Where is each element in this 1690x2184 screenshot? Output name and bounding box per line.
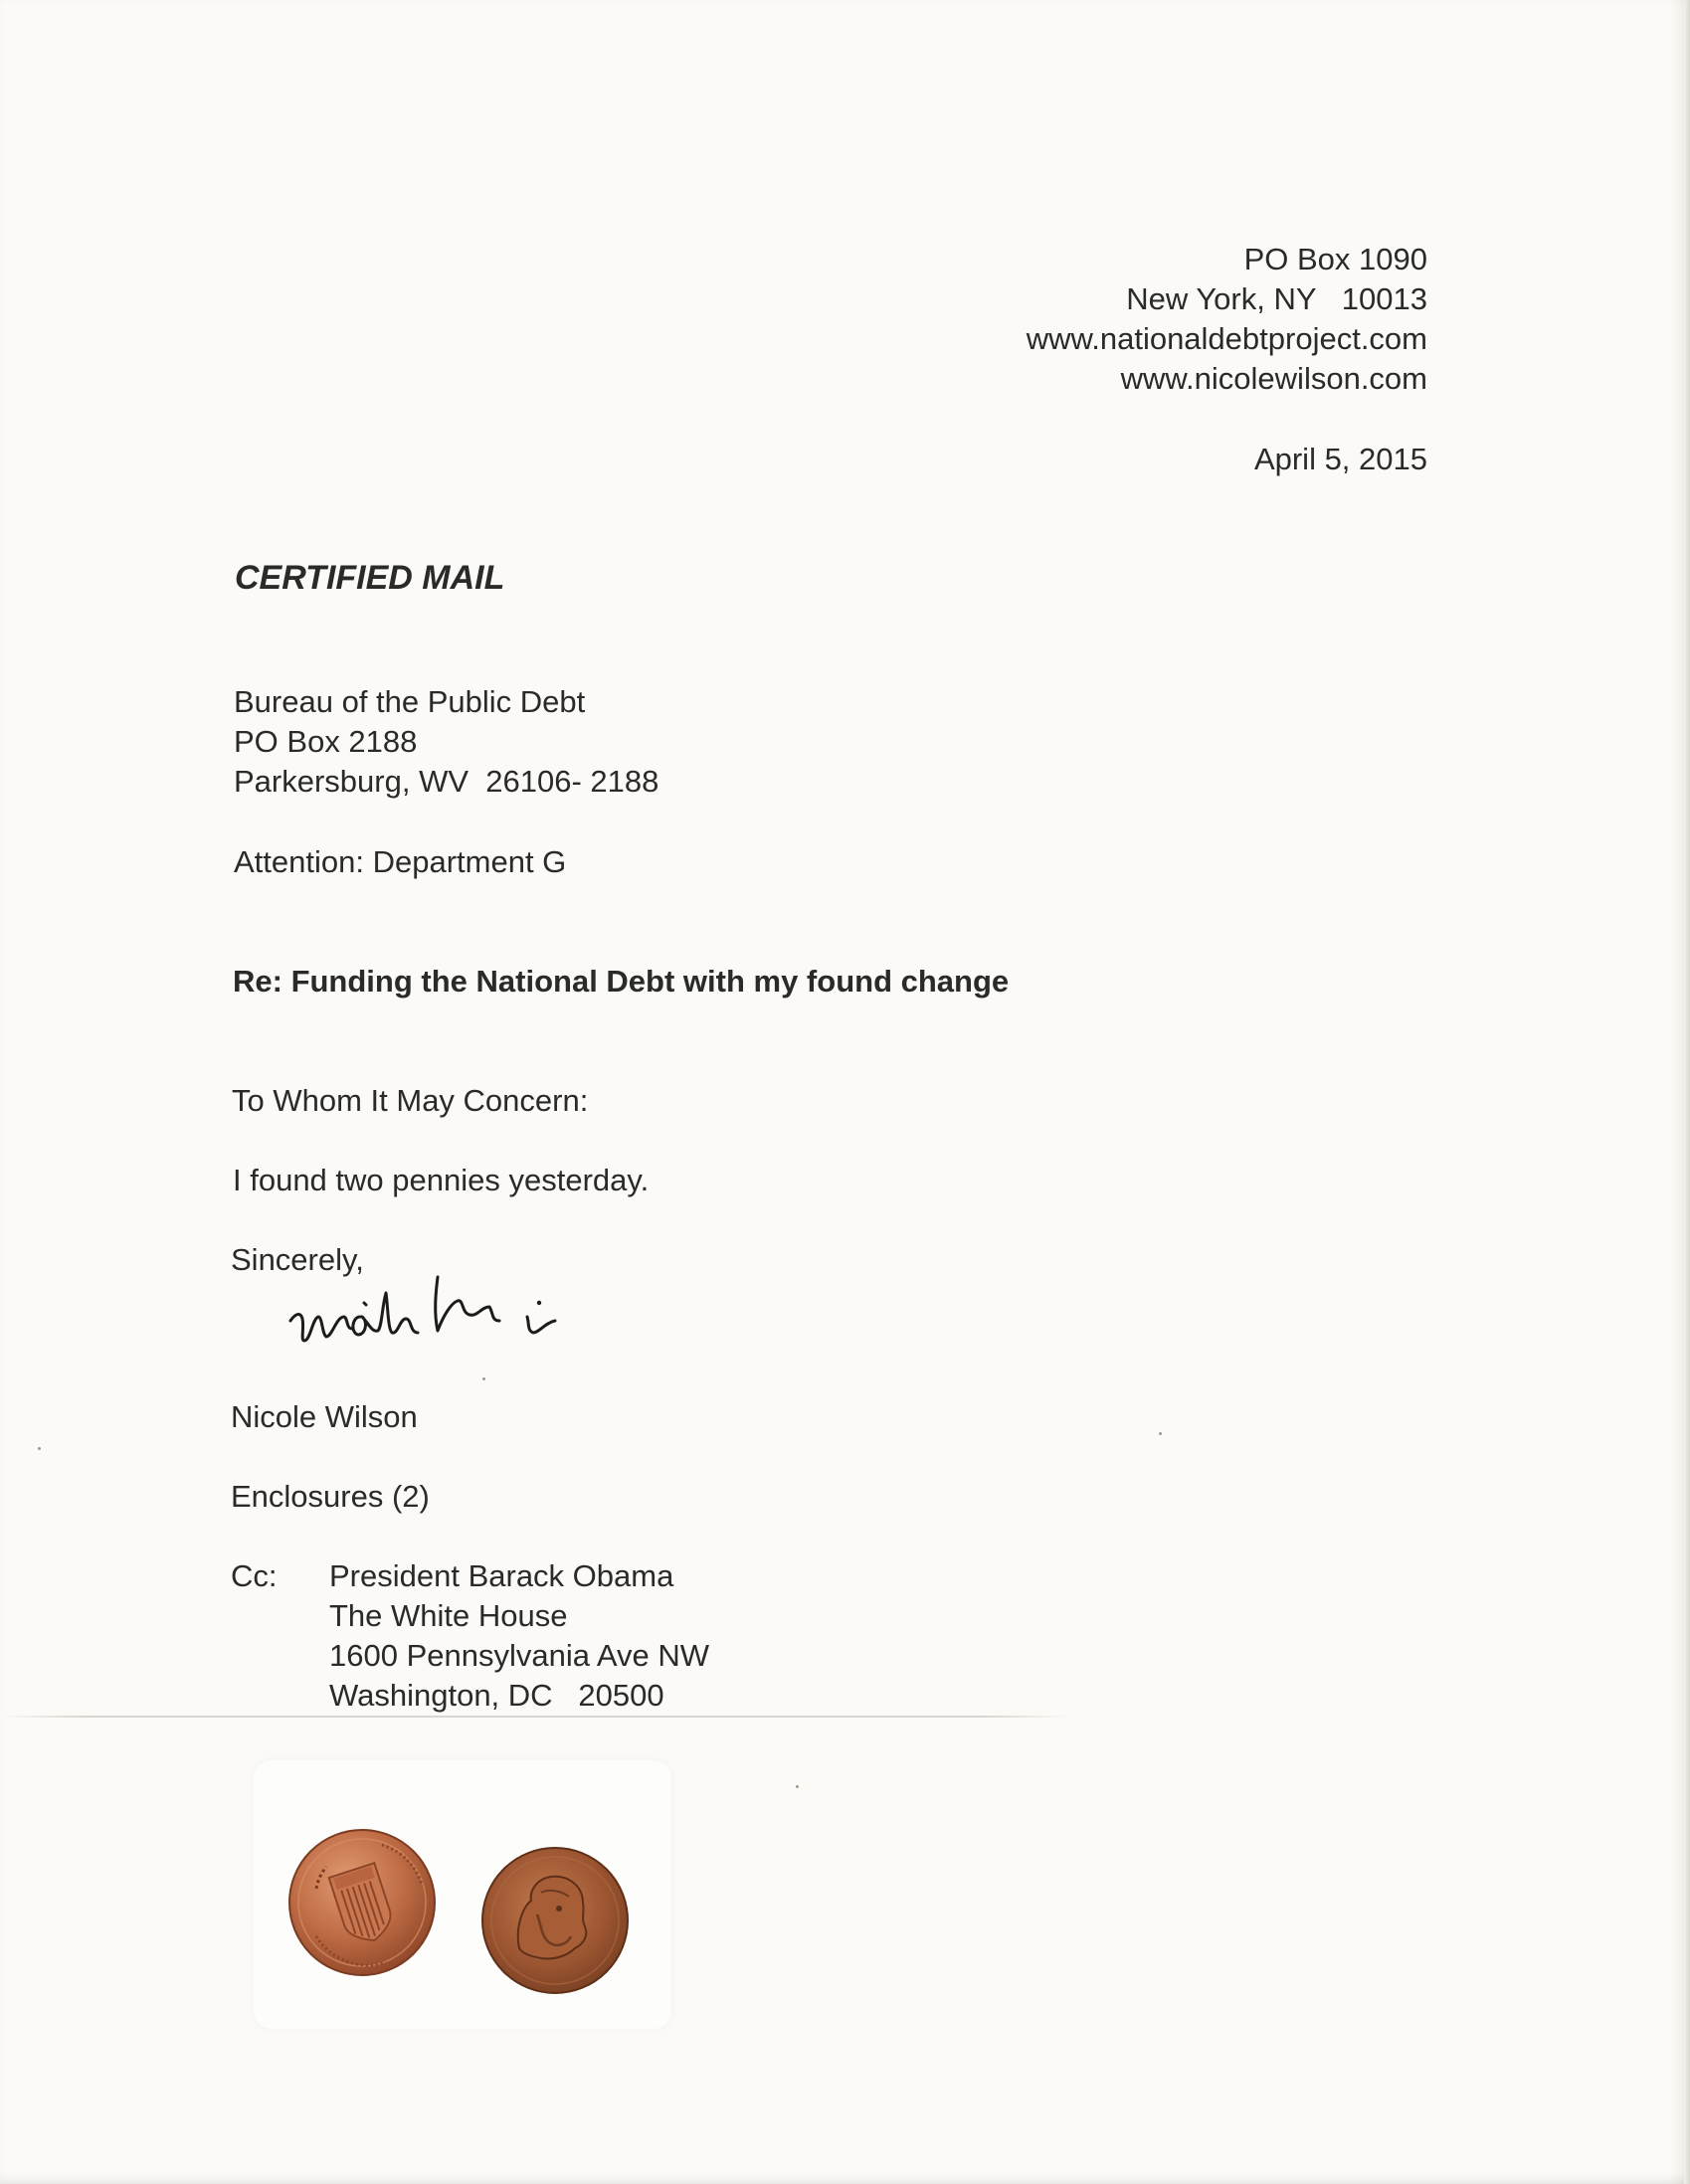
sender-address-block [1027,240,1427,399]
signer-name: Nicole Wilson [231,1399,418,1434]
closing: Sincerely, [231,1242,364,1277]
paper-speck [796,1785,799,1788]
letter-date: April 5, 2015 [1253,442,1427,476]
paper-speck [482,1377,485,1380]
paper-edge [1684,0,1690,2184]
enclosures-line: Enclosures (2) [231,1479,430,1514]
handwritten-signature [279,1263,637,1372]
sender-address-line1: PO Box 1090 [1243,242,1427,276]
salutation: To Whom It May Concern: [232,1083,589,1118]
paper-speck [1159,1432,1162,1435]
cc-line-1: President Barack Obama [329,1558,674,1593]
penny-obverse-image [479,1845,631,1996]
cc-label: Cc: [231,1558,278,1593]
recipient-address-block [234,682,658,802]
recipient-name: Bureau of the Public Debt [234,684,586,719]
sender-website-1: www.nationaldebtproject.com [1026,321,1427,356]
penny-reverse-image [286,1827,438,1978]
sender-website-2: www.nicolewilson.com [1120,361,1427,396]
cc-address-block [329,1556,709,1716]
cc-line-3: 1600 Pennsylvania Ave NW [329,1638,709,1673]
recipient-address-line1: PO Box 2188 [234,724,418,759]
paper-speck [38,1447,41,1450]
cc-line-2: The White House [329,1598,568,1633]
recipient-address-line2: Parkersburg, WV 26106- 2188 [234,764,659,799]
cc-line-4: Washington, DC 20500 [329,1678,664,1713]
certified-mail-heading: CERTIFIED MAIL [235,559,505,597]
attention-line: Attention: Department G [234,844,567,879]
fold-crease [0,1716,1069,1718]
subject-line: Re: Funding the National Debt with my found change [233,964,1010,999]
letter-body: I found two pennies yesterday. [233,1163,650,1197]
sender-address-line2: New York, NY 10013 [1126,281,1427,316]
